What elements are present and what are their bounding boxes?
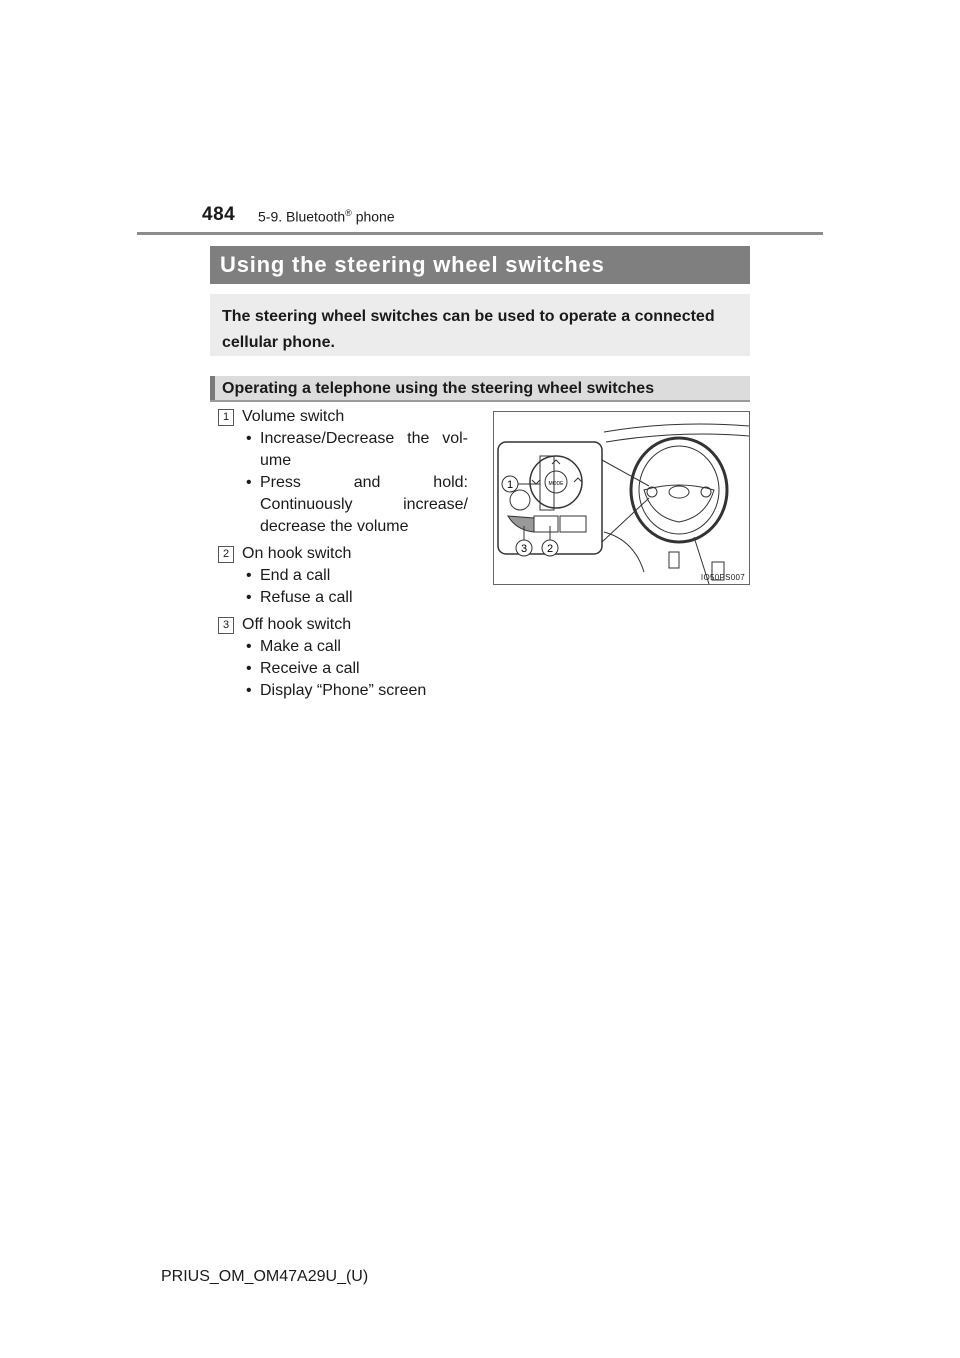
- item-title: On hook switch: [242, 545, 352, 562]
- item-title: Volume switch: [242, 408, 345, 425]
- page-number: 484: [202, 204, 236, 225]
- zoom-line: [602, 498, 649, 542]
- bullet-item: • Press and hold: Continuously increase/ decrease the volume: [242, 472, 468, 538]
- callout-label: 1: [506, 479, 514, 491]
- figure-code: IO50PS007: [700, 573, 745, 582]
- page-title: Using the steering wheel switches: [210, 246, 750, 284]
- section-suffix: phone: [351, 208, 395, 225]
- steering-wheel-illustration: [493, 411, 750, 585]
- item-number: 2: [218, 546, 234, 563]
- item-number: 3: [218, 617, 234, 634]
- column-line: [604, 532, 644, 572]
- bullet-item: • Make a call: [242, 636, 468, 658]
- registered-mark: ®: [345, 208, 352, 218]
- bullet-list: [242, 428, 468, 538]
- bullet-item: • Increase/Decrease the vol-ume: [242, 428, 468, 472]
- bullet-list: [242, 636, 468, 702]
- callout-label: 2: [546, 543, 554, 555]
- bullet-item: • Receive a call: [242, 658, 468, 680]
- bullet-item: • End a call: [242, 565, 468, 587]
- left-switch-cluster: [647, 487, 657, 497]
- bullet-item: • Display “Phone” screen: [242, 680, 468, 702]
- right-switch-cluster: [701, 487, 711, 497]
- dashboard-line: [604, 424, 749, 432]
- header-divider: [137, 232, 823, 235]
- steering-hub: [644, 485, 714, 522]
- subheading: Operating a telephone using the steering wheel switches: [210, 376, 750, 402]
- section-reference: [258, 208, 395, 225]
- emblem-icon: [669, 486, 689, 498]
- bullet-item: • Refuse a call: [242, 587, 468, 609]
- item-title: Off hook switch: [242, 616, 352, 633]
- pedal-icon: [669, 552, 679, 568]
- callout-label: 3: [520, 543, 528, 555]
- bullet-list: [242, 565, 468, 609]
- footer-code: PRIUS_OM_OM47A29U_(U): [161, 1268, 369, 1285]
- item-list: [218, 406, 468, 707]
- list-item: [218, 614, 468, 702]
- mode-label: MODE: [548, 481, 564, 487]
- list-item: [218, 406, 468, 538]
- intro-box: The steering wheel switches can be used to operate a connected cellular phone.: [210, 294, 750, 356]
- steering-wheel-drawing: [494, 412, 749, 584]
- list-item: [218, 543, 468, 609]
- item-number: 1: [218, 409, 234, 426]
- steering-wheel-inner: [639, 446, 719, 534]
- section-prefix: 5-9. Bluetooth: [258, 208, 346, 225]
